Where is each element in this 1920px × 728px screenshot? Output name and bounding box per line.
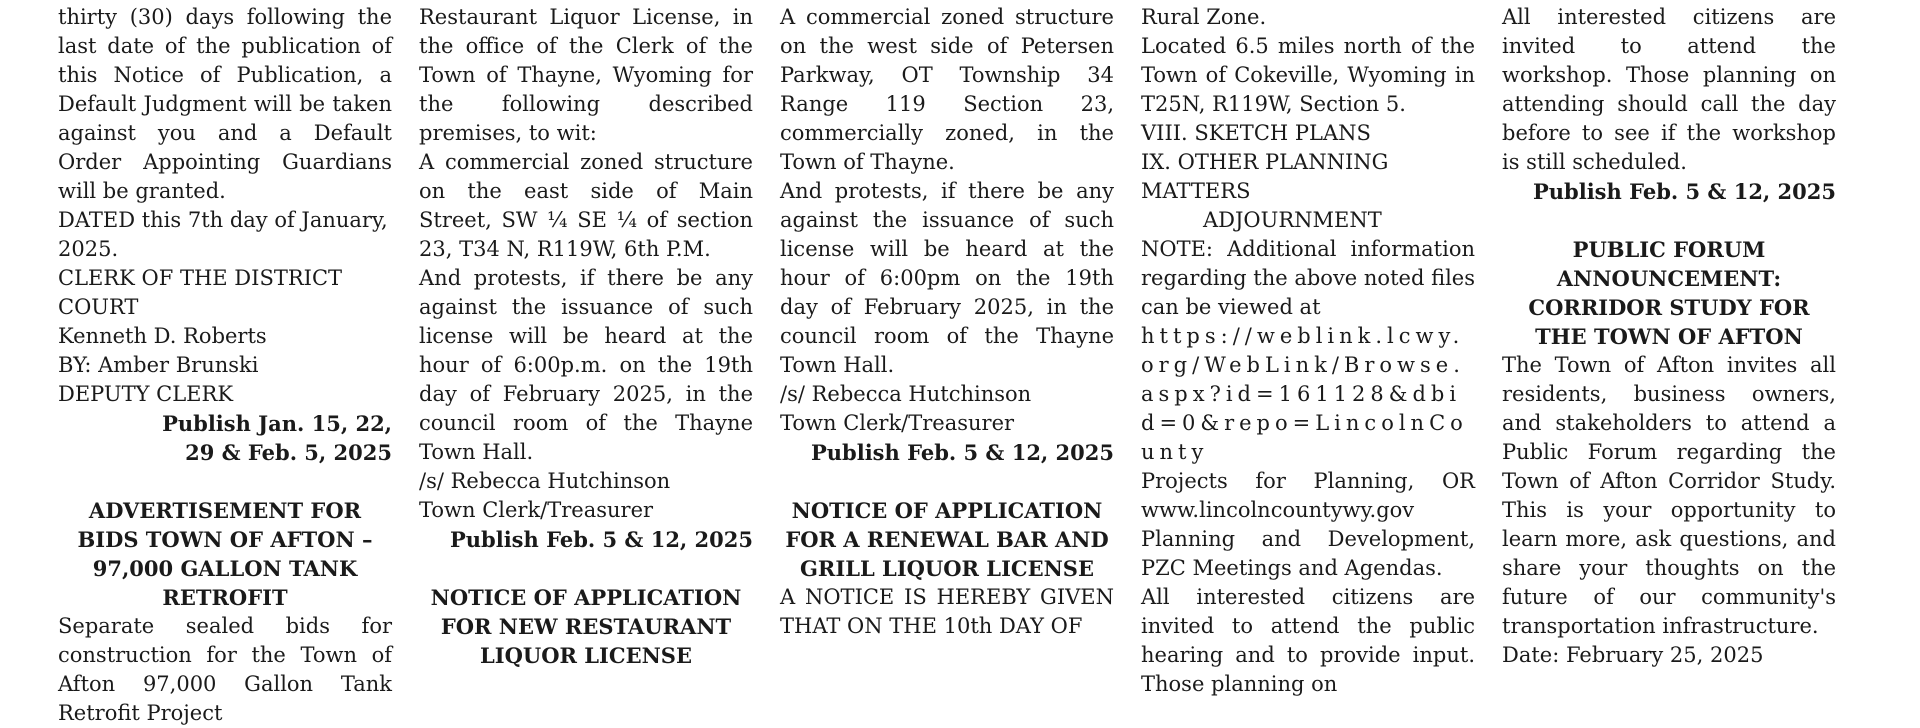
notice-heading-bar-grill-license: NOTICE OF APPLICATION FOR A RENEWAL BAR AND GRILL LIQUOR LICENSE [785, 498, 1109, 581]
column-1 [58, 3, 392, 728]
hearing-invite-paragraph: All interested citizens are invited to attend the public hearing and to provide input. Those planning on [1141, 585, 1475, 696]
publish-dates: Publish Feb. 5 & 12, 2025 [449, 527, 753, 552]
notice-heading-restaurant-license: NOTICE OF APPLICATION FOR NEW RESTAURANT LIQUOR LICENSE [430, 585, 742, 668]
clerk-title: CLERK OF THE DISTRICT COURT [58, 266, 343, 319]
notice-paragraph: A NOTICE IS HEREBY GIVEN THAT ON THE 10th DAY OF [780, 585, 1114, 638]
clerk-name: Kenneth D. Roberts [58, 324, 267, 348]
premises-description: A commercial zoned structure on the west side of Petersen Parkway, OT Township 34 Range 119 Section 23, commercially zoned, in the Town of Thayne. [780, 5, 1114, 174]
premises-description: A commercial zoned structure on the east side of Main Street, SW ¼ SE ¼ of section 23, T34 N, R119W, 6th P.M. [419, 150, 753, 261]
notice-heading-public-forum: PUBLIC FORUM ANNOUNCEMENT: CORRIDOR STUDY FOR THE TOWN OF AFTON [1528, 237, 1810, 349]
default-judgment-paragraph: thirty (30) days following the last date of the publication of this Notice of Publication, a Default Judgment will be taken against you and a Default Order Appointing Guardians will be granted. [58, 5, 392, 203]
forum-paragraph: The Town of Afton invites all residents, business owners, and stakeholders to attend a Public Forum regarding the Town of Afton Corridor Study. This is your opportunity to learn more, ask questions, and share your thoughts on the future of our community's transportation infrastructure. [1502, 353, 1836, 638]
agenda-adjournment: ADJOURNMENT [1203, 208, 1382, 232]
forum-date: Date: February 25, 2025 [1502, 643, 1764, 667]
protests-paragraph: And protests, if there be any against the issuance of such license will be heard at the hour of 6:00pm on the 19th day of February 2025, in the council room of the Thayne Town Hall. [780, 179, 1114, 377]
zone-line: Rural Zone. [1141, 5, 1267, 29]
agenda-item-other-matters: IX. OTHER PLANNING MATTERS [1141, 150, 1389, 203]
publish-dates: Publish Feb. 5 & 12, 2025 [1532, 179, 1836, 204]
signer-title: Town Clerk/Treasurer [780, 411, 1015, 435]
signature: /s/ Rebecca Hutchinson [419, 469, 671, 493]
license-paragraph: Restaurant Liquor License, in the office of the Clerk of the Town of Thayne, Wyoming for the following described premises, to wit: [419, 5, 753, 145]
notice-heading-bids: ADVERTISEMENT FOR BIDS TOWN OF AFTON – 97,000 GALLON TANK RETROFIT [77, 498, 373, 610]
deputy-title: DEPUTY CLERK [58, 382, 234, 406]
publish-dates: Publish Jan. 15, 22, 29 & Feb. 5, 2025 [162, 411, 392, 465]
column-3 [780, 3, 1114, 641]
protests-paragraph: And protests, if there be any against the issuance of such license will be heard at the hour of 6:00p.m. on the 19th day of February 2025, in the council room of the Thayne Town Hall. [419, 266, 753, 464]
deputy-signer: BY: Amber Brunski [58, 353, 259, 377]
projects-paragraph: Projects for Planning, OR www.lincolncountywy.gov Planning and Development, PZC Meetings and Agendas. [1141, 469, 1475, 580]
signer-title: Town Clerk/Treasurer [419, 498, 654, 522]
note-paragraph: NOTE: Additional information regarding the above noted files can be viewed at [1141, 237, 1475, 319]
publish-dates: Publish Feb. 5 & 12, 2025 [810, 440, 1114, 465]
dated-line: DATED this 7th day of January, 2025. [58, 208, 388, 261]
weblink-url: https://weblink.lcwy.org/WebLink/Browse.aspx?id=161128&dbid=0&repo=LincolnCounty [1141, 324, 1468, 464]
bids-paragraph: Separate sealed bids for construction for the Town of Afton 97,000 Gallon Tank Retrofit Project [58, 614, 392, 725]
location-paragraph: Located 6.5 miles north of the Town of Cokeville, Wyoming in T25N, R119W, Section 5. [1141, 34, 1475, 116]
column-2 [419, 3, 753, 670]
column-5 [1502, 3, 1836, 670]
signature: /s/ Rebecca Hutchinson [780, 382, 1032, 406]
column-4 [1141, 3, 1475, 699]
workshop-invite-paragraph: All interested citizens are invited to attend the workshop. Those planning on attending should call the day before to see if the workshop is still scheduled. [1502, 5, 1836, 174]
agenda-item-sketch-plans: VIII. SKETCH PLANS [1141, 121, 1371, 145]
